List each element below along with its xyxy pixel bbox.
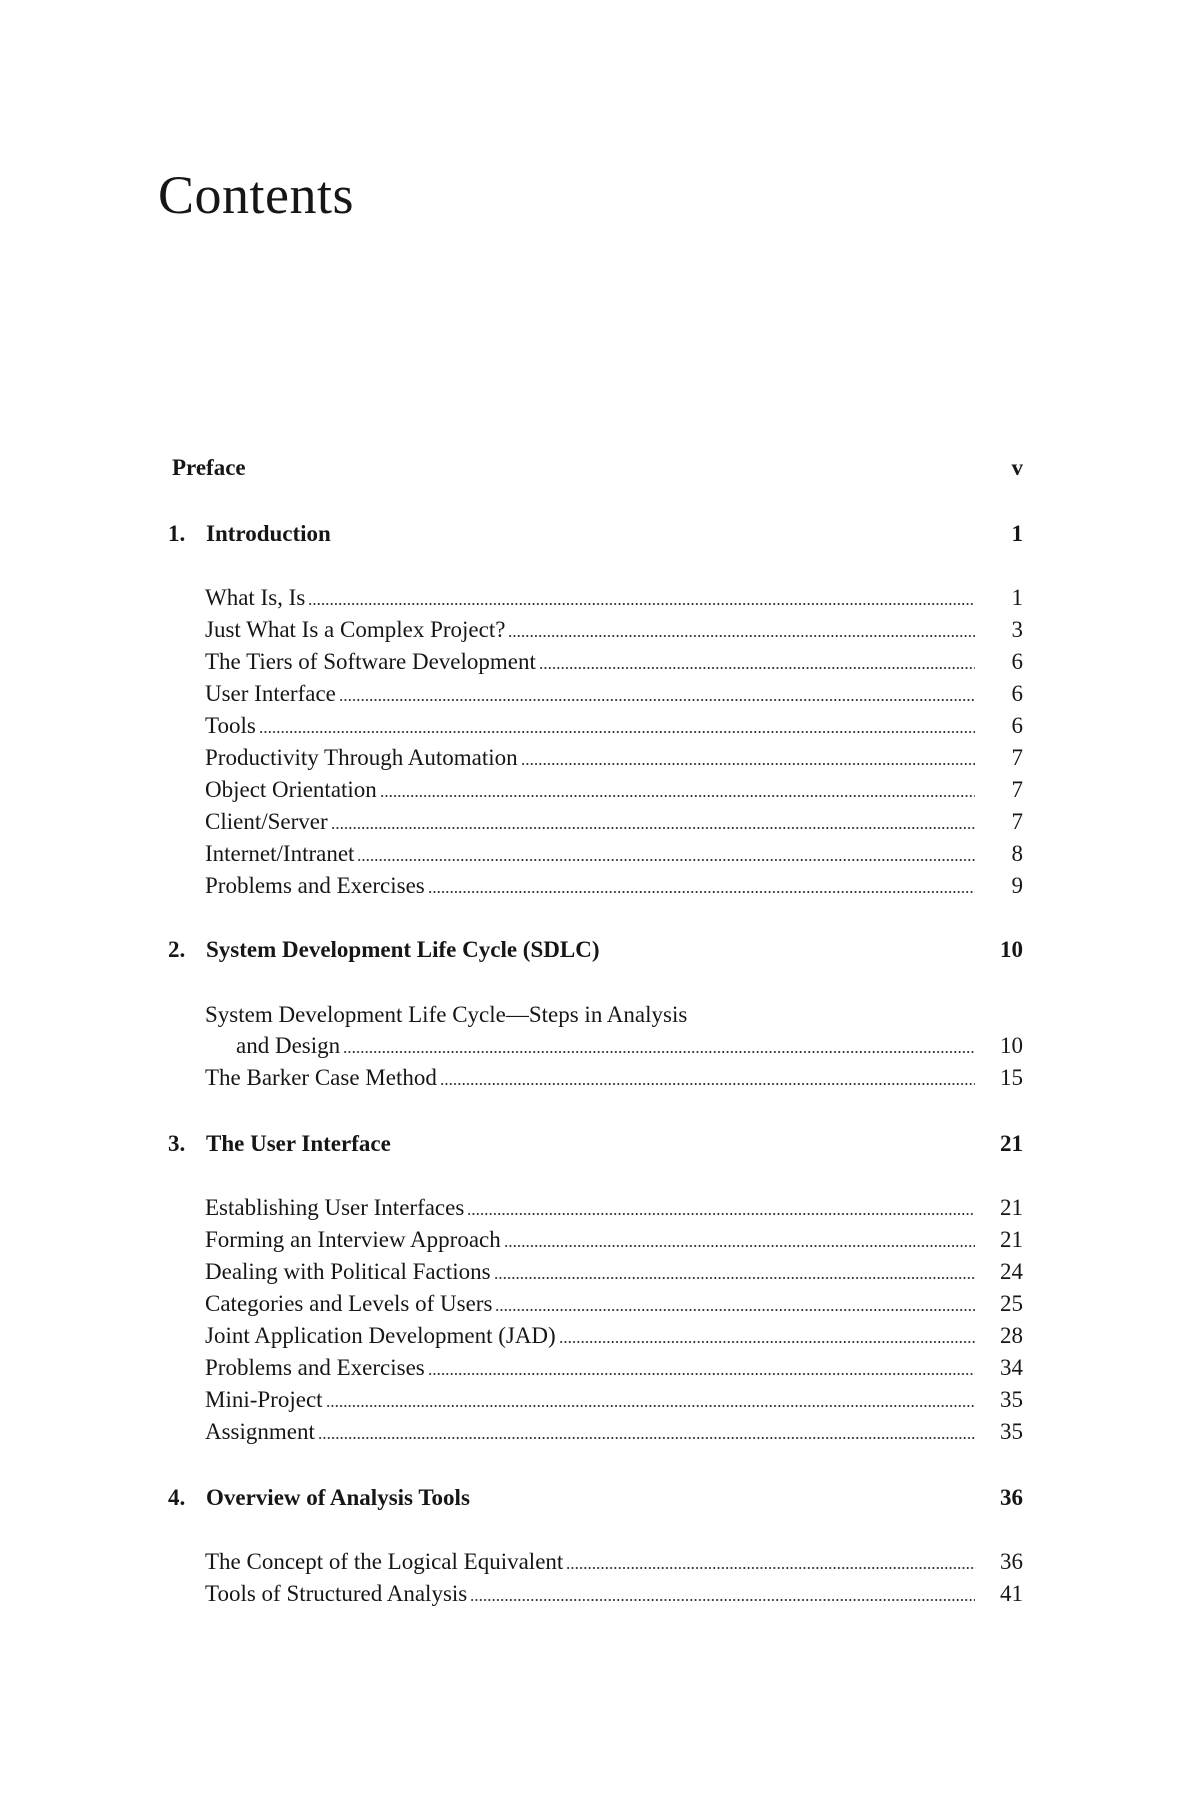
toc-chapter-3[interactable] — [0, 1127, 1200, 1161]
entry-title: The Concept of the Logical Equivalent — [205, 1549, 564, 1574]
entry-title: Just What Is a Complex Project? — [205, 617, 506, 642]
entry-title: Categories and Levels of Users — [205, 1291, 493, 1316]
dot-leader — [380, 795, 975, 797]
entry-title: Productivity Through Automation — [205, 745, 518, 770]
dot-leader — [559, 1341, 975, 1343]
entry-page: 7 — [1011, 777, 1023, 802]
entry-title: System Development Life Cycle—Steps in Analysis — [205, 1002, 688, 1027]
dot-leader — [539, 667, 975, 669]
entry-page: 7 — [1011, 745, 1023, 770]
entry-title: Tools — [205, 713, 256, 738]
chapter-number: 2. — [168, 937, 186, 962]
toc-entry[interactable] — [0, 1319, 1200, 1353]
toc-entry-continuation[interactable] — [0, 1029, 1200, 1063]
entry-page: 35 — [1000, 1387, 1023, 1412]
toc-entry[interactable] — [0, 741, 1200, 775]
entry-page: 7 — [1011, 809, 1023, 834]
toc-entry[interactable] — [0, 1287, 1200, 1321]
entry-page: 36 — [1000, 1549, 1023, 1574]
dot-leader — [440, 1083, 975, 1085]
toc-entry[interactable] — [0, 1351, 1200, 1385]
entry-page: 6 — [1011, 713, 1023, 738]
toc-entry[interactable] — [0, 1577, 1200, 1611]
entry-page: 21 — [1000, 1195, 1023, 1220]
toc-entry[interactable] — [0, 1415, 1200, 1449]
chapter-number: 4. — [168, 1485, 186, 1510]
entry-title: Problems and Exercises — [205, 1355, 425, 1380]
entry-title: Object Orientation — [205, 777, 377, 802]
entry-page: 25 — [1000, 1291, 1023, 1316]
dot-leader — [259, 731, 975, 733]
dot-leader — [494, 1277, 975, 1279]
toc-entry[interactable] — [0, 613, 1200, 647]
entry-page: 41 — [1000, 1581, 1023, 1606]
entry-page: 9 — [1011, 873, 1023, 898]
dot-leader — [331, 827, 975, 829]
entry-title: Assignment — [205, 1419, 315, 1444]
toc-chapter-2[interactable] — [0, 933, 1200, 967]
toc-entry[interactable] — [0, 1255, 1200, 1289]
entry-title: User Interface — [205, 681, 336, 706]
toc-entry[interactable] — [0, 581, 1200, 615]
preface-title: Preface — [172, 455, 246, 480]
toc-entry[interactable] — [0, 837, 1200, 871]
dot-leader — [521, 763, 975, 765]
toc-entry[interactable] — [0, 1383, 1200, 1417]
entry-title: Dealing with Political Factions — [205, 1259, 491, 1284]
dot-leader — [504, 1245, 975, 1247]
entry-page: 6 — [1011, 681, 1023, 706]
chapter-title: System Development Life Cycle (SDLC) — [206, 937, 600, 962]
entry-title: The Tiers of Software Development — [205, 649, 536, 674]
toc-entry[interactable] — [0, 1545, 1200, 1579]
dot-leader — [467, 1213, 975, 1215]
toc-entry-first-line[interactable] — [0, 998, 1200, 1032]
entry-title: Establishing User Interfaces — [205, 1195, 465, 1220]
dot-leader — [495, 1309, 975, 1311]
entry-page: 35 — [1000, 1419, 1023, 1444]
dot-leader — [508, 635, 975, 637]
entry-title: What Is, Is — [205, 585, 306, 610]
chapter-page: 10 — [1000, 937, 1023, 962]
entry-title: Joint Application Development (JAD) — [205, 1323, 556, 1348]
toc-preface[interactable] — [0, 451, 1200, 485]
entry-title-continuation: and Design — [236, 1033, 341, 1058]
entry-page: 6 — [1011, 649, 1023, 674]
dot-leader — [308, 603, 975, 605]
chapter-page: 36 — [1000, 1485, 1023, 1510]
toc-entry[interactable] — [0, 1223, 1200, 1257]
toc-entry[interactable] — [0, 709, 1200, 743]
toc-entry[interactable] — [0, 677, 1200, 711]
dot-leader — [566, 1567, 975, 1569]
entry-title: Mini-Project — [205, 1387, 323, 1412]
toc-entry[interactable] — [0, 1061, 1200, 1095]
entry-title: Forming an Interview Approach — [205, 1227, 501, 1252]
entry-page: 28 — [1000, 1323, 1023, 1348]
entry-page: 21 — [1000, 1227, 1023, 1252]
toc-chapter-4[interactable] — [0, 1481, 1200, 1515]
dot-leader — [470, 1599, 975, 1601]
entry-title: Problems and Exercises — [205, 873, 425, 898]
toc-chapter-1[interactable] — [0, 517, 1200, 551]
page-title: Contents — [158, 165, 355, 225]
entry-title: Tools of Structured Analysis — [205, 1581, 468, 1606]
entry-page: 24 — [1000, 1259, 1023, 1284]
dot-leader — [343, 1051, 975, 1053]
chapter-title: Overview of Analysis Tools — [206, 1485, 470, 1510]
dot-leader — [326, 1405, 975, 1407]
entry-page: 15 — [1000, 1065, 1023, 1090]
dot-leader — [318, 1437, 975, 1439]
entry-page: 10 — [1000, 1033, 1023, 1058]
chapter-page: 21 — [1000, 1131, 1023, 1156]
dot-leader — [428, 1373, 975, 1375]
chapter-page: 1 — [1011, 521, 1023, 546]
chapter-number: 1. — [168, 521, 186, 546]
dot-leader — [357, 859, 975, 861]
entry-page: 8 — [1011, 841, 1023, 866]
chapter-title: Introduction — [206, 521, 331, 546]
dot-leader — [339, 699, 975, 701]
entry-title: The Barker Case Method — [205, 1065, 437, 1090]
toc-entry[interactable] — [0, 869, 1200, 903]
entry-page: 3 — [1011, 617, 1023, 642]
chapter-number: 3. — [168, 1131, 186, 1156]
toc-entry[interactable] — [0, 805, 1200, 839]
entry-page: 1 — [1011, 585, 1023, 610]
toc-entry[interactable] — [0, 645, 1200, 679]
dot-leader — [428, 891, 975, 893]
toc-entry[interactable] — [0, 1191, 1200, 1225]
preface-page: v — [1011, 455, 1023, 480]
entry-title: Internet/Intranet — [205, 841, 355, 866]
entry-page: 34 — [1000, 1355, 1023, 1380]
toc-entry[interactable] — [0, 773, 1200, 807]
chapter-title: The User Interface — [206, 1131, 391, 1156]
entry-title: Client/Server — [205, 809, 328, 834]
